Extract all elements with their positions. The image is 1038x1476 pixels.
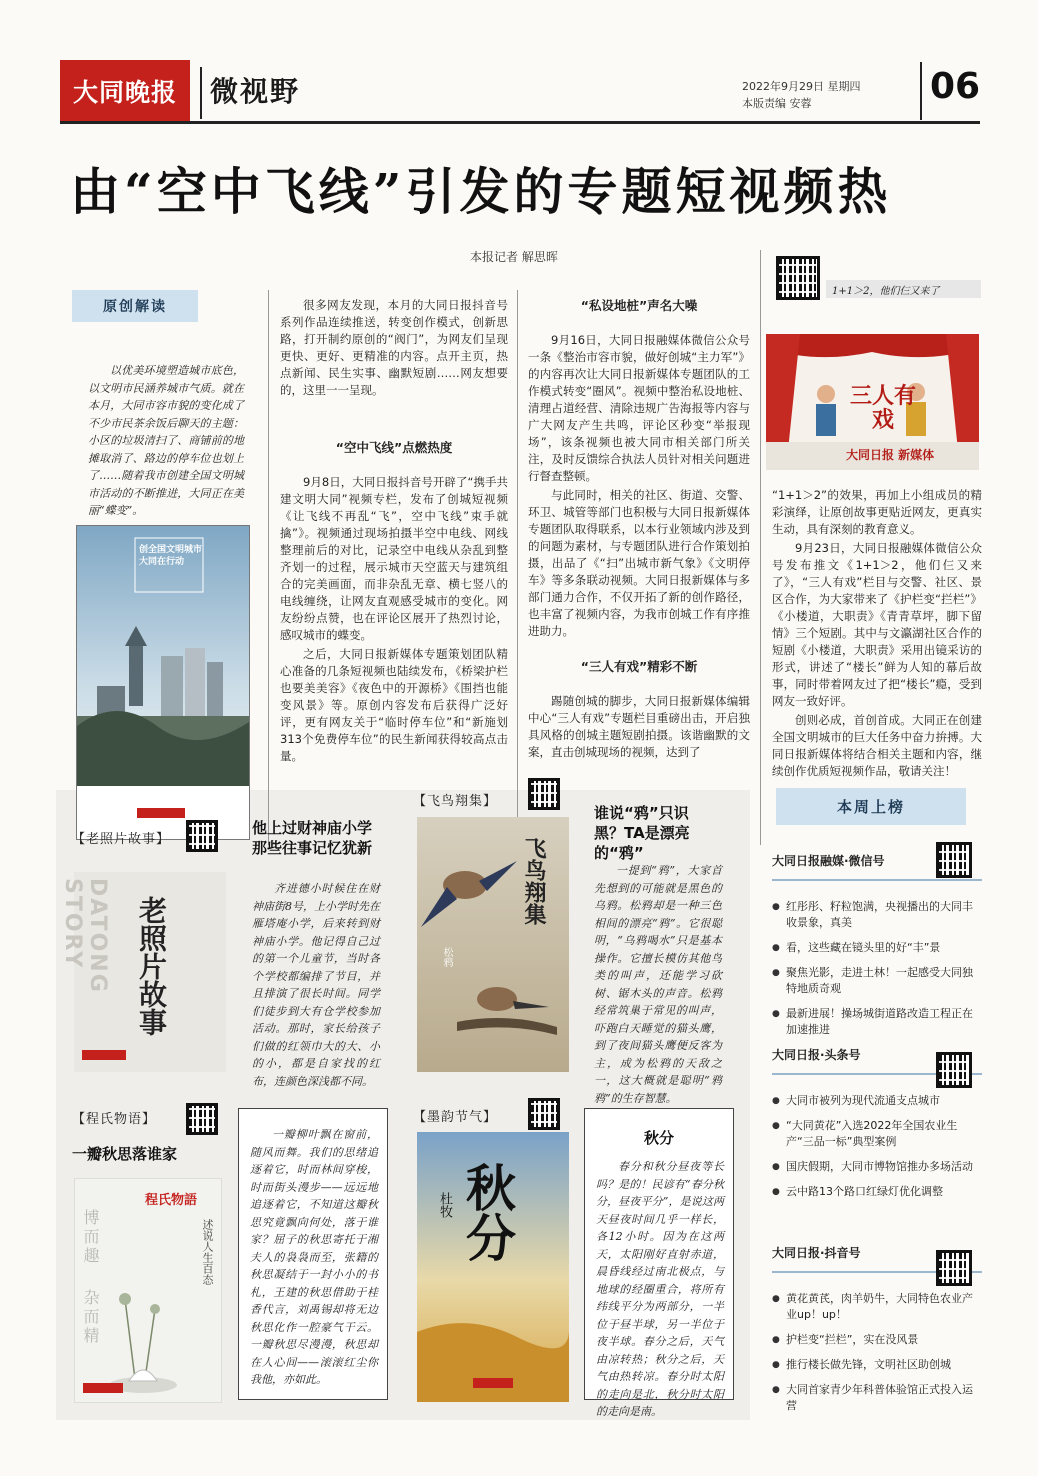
board-group-title: 大同日报融媒·微信号 xyxy=(772,854,885,868)
board-item[interactable]: ● 推行楼长做先锋，文明社区助创城 xyxy=(772,1357,982,1373)
subhead-three-actors: “三人有戏”精彩不断 xyxy=(580,659,698,674)
three-actors-banner xyxy=(766,334,979,470)
civic-poster-art xyxy=(77,526,249,839)
page-editor: 本版责编 安蓉 xyxy=(742,97,812,110)
board-item[interactable]: ● 看，这些藏在镜头里的好“丰”景 xyxy=(772,940,982,956)
paragraph: 齐进德小时候住在财神庙街8号，上小学时先在雁塔庵小学，后来转到财神庙小学。他记得自己过的第一个儿童节，当时各个学校都编排了节目，并且排演了很长时间。同学们徒步到大有仓学校参加活动。那时，家长给孩子们做的红领巾大的大、小的小，都是自家找的红布，连颜色深浅都不同。 xyxy=(252,882,380,1088)
banner-title: 三人有戏 xyxy=(849,383,916,433)
paragraph: 一瓣柳叶飘在窗前，随风而舞。我们的思绪追逐着它，时而林间穿梭，时而街头漫步——远远地追逐着它，不知道这瓣秋思究竟飘向何处，落于谁家？屈子的秋思寄托于湘夫人的袅袅而至，张籍的秋思凝结于一封小小的书札，王建的秋思借助于桂香代言，刘禹锡却将无边秋思化作一腔豪气干云。一瓣秋思尽漫漫，秋思却在人心间——滚滚红尘你我他，亦如此。 xyxy=(250,1128,378,1386)
civic-poster xyxy=(76,525,250,840)
cheng-poster-title: 程氏物語 xyxy=(145,1193,198,1208)
banner-brand: 大同日报 新媒体 xyxy=(846,448,935,462)
article-column-3 xyxy=(528,297,750,763)
weekly-top-header: 本周上榜 xyxy=(776,788,966,825)
birds-title: 谁说“鸦”只识黑？TA是漂亮的“鸦” xyxy=(594,804,690,862)
solar-term-body xyxy=(596,1158,724,1423)
paragraph: 创则必成，首创首成。大同正在创建全国文明城市的巨大任务中奋力拚搏。大同日报新媒体将结合相关主题和内容，继续创作优质短视频作品，敬请关注！ xyxy=(772,713,982,778)
original-interpretation-tag: 原创解读 xyxy=(72,290,198,322)
old-photo-poster-title: 老照片故事 xyxy=(135,896,168,1036)
old-photo-tag: 【老照片故事】 xyxy=(72,832,171,847)
board-rule xyxy=(772,879,982,881)
birds-poster-title: 飞鸟翔集 xyxy=(521,837,547,925)
cheng-poster-left2: 杂而精 xyxy=(81,1289,100,1346)
article-column-2 xyxy=(280,297,508,767)
subhead-flying-wires: “空中飞线”点燃热度 xyxy=(335,440,453,455)
board-item[interactable]: ● 黄花黄芪，肉羊奶牛，大同特色农业产业up！up！ xyxy=(772,1291,982,1323)
paragraph: 9月16日，大同日报融媒体微信公众号一条《整治市容市貌，做好创城“主力军”》的内容再次让大同日报新媒体专题团队的工作模式转变“圈风”。视频中整治私设地桩、清理占道经营、清除违规广告海报等内容与广大网友产生共鸣，评论区秒变“举报现场”，该条视频也被大同市相关部门所关注，及时反馈综合执法人员针对相关问题进行督查整顿。 xyxy=(528,333,750,483)
solar-term-title: 秋分 xyxy=(643,1129,674,1147)
paragraph: 9月8日，大同日报抖音号开辟了“携手共建文明大同”视频专栏，发布了创城短视频《让飞线不再乱“飞”，空中飞线”束手就擒”》。视频通过现场拍摄半空中电线、网线整理前后的对比，记录空中电线从杂乱到整齐划一的过程，展示城市天空蓝天与建筑组合的完美画面，而非杂乱无章、横七竖八的电线缠绕，让网友直观感受城市的变化。网友纷纷点赞，也在评论区展开了热烈讨论，感叹城市的蝶变。 xyxy=(280,475,508,642)
paragraph: “1+1＞2”的效果，再加上小组成员的精彩演绎，让原创故事更贴近网友，更真实生动，具有深刻的教育意义。 xyxy=(772,488,982,536)
column-rule xyxy=(517,290,518,845)
qr-caption: 1+1＞2，他们仨又来了 xyxy=(826,280,981,298)
board-item[interactable]: ● 红彤彤、籽粒饱满，央视播出的大同丰收景象，真美 xyxy=(772,899,982,931)
poster-logo-strip xyxy=(83,1383,123,1393)
autumn-equinox-poster xyxy=(417,1132,569,1402)
civic-poster-caption: 创全国文明城市 大同在行动 xyxy=(139,545,203,567)
board-group-title: 大同日报·头条号 xyxy=(772,1048,861,1062)
birds-poster-species: 松鸦 xyxy=(441,947,452,967)
poster-logo-strip xyxy=(82,1050,126,1060)
article-column-4 xyxy=(772,487,982,782)
paragraph: 与此同时，相关的社区、街道、交警、环卫、城管等部门也积极与大同日报新媒体专题团队取得联系，以本行业领域内涉及到的问题为素材，与专题团队进行合作策划拍摄，出品了《“扫”出城市新气象》《文明停车》等多条联动视频。大同日报新媒体与多部门通力合作，不仅开拓了新的创作路径，也丰富了视频内容，为我市创城工作有序推进助力。 xyxy=(528,488,750,638)
intro-paragraph xyxy=(88,362,244,522)
qr-code-old-photo[interactable] xyxy=(186,820,218,852)
autumn-equinox-poster-poet: 杜牧 xyxy=(437,1192,452,1218)
byline: 本报记者 解思晖 xyxy=(470,250,558,264)
cheng-poster-right: 述说人生百态 xyxy=(201,1219,214,1285)
paragraph: 一提到“鸦”，大家首先想到的可能就是黑色的乌鸦。松鸦却是一种三色相间的漂亮“鸦”。它很聪明，“乌鸦喝水”只是基本操作。它擅长模仿其他鸟类的叫声，还能学习砍树、锯木头的声音。松鸦经常筑巢于常见的叫声，吓跑白天睡觉的猫头鹰，到了夜间猫头鹰便反客为主，成为松鸦的天敌之一，这大概就是聪明“鸦鸦”的生存智慧。 xyxy=(594,864,722,1105)
cheng-body xyxy=(250,1126,378,1391)
birds-body xyxy=(594,862,722,1109)
page-number: 06 xyxy=(930,66,981,107)
board-item[interactable]: ● “大同黄花”入选2022年全国农业生产“三品一标”典型案例 xyxy=(772,1118,982,1150)
column-rule xyxy=(268,290,269,845)
board-item[interactable]: ● 国庆假期，大同市博物馆推办多场活动 xyxy=(772,1159,982,1175)
autumn-equinox-poster-title: 秋分 xyxy=(458,1162,517,1262)
masthead-rule xyxy=(60,121,980,124)
newspaper-logo: 大同晚报 xyxy=(60,60,190,122)
board-item[interactable]: ● 聚焦光影，走进土林！一起感受大同独特地质奇观 xyxy=(772,965,982,997)
cheng-poster xyxy=(74,1178,222,1403)
old-photo-body xyxy=(252,880,380,1092)
old-photo-poster-en: DATONG STORY xyxy=(60,878,110,994)
qr-code-douyin[interactable] xyxy=(936,1250,972,1286)
birds-tag: 【飞鸟翔集】 xyxy=(413,794,498,809)
cheng-poster-left1: 博而趣 xyxy=(81,1209,100,1266)
cheng-title: 一瓣秋思落谁家 xyxy=(72,1145,178,1163)
board-item[interactable]: ● 大同首家青少年科普体验馆正式投入运营 xyxy=(772,1382,982,1414)
intro-text: 以优美环境塑造城市底色，以文明市民涵养城市气质。就在本月，大同市容市貌的变化成了不少市民茶余饭后聊天的主题：小区的垃圾清扫了、商铺前的地摊取消了、路边的停车位也划上了……随着我市创建全国文明城市活动的不断推进，大同正在美丽“蝶变”。 xyxy=(88,364,244,517)
qr-code-solar-term[interactable] xyxy=(528,1098,560,1130)
board-item[interactable]: ● 护栏变“拦栏”，实在没风景 xyxy=(772,1332,982,1348)
board-item[interactable]: ● 最新进展！操场城街道路改造工程正在加速推进 xyxy=(772,1006,982,1038)
old-photo-poster xyxy=(60,872,226,1072)
paragraph: 踢随创城的脚步，大同日报新媒体编辑中心“三人有戏”专题栏目重磅出击，开启独具风格的创城主题短剧拍摄。该谐幽默的文案，直击创城现场的视频，达到了 xyxy=(528,694,750,759)
board-group-title: 大同日报·抖音号 xyxy=(772,1246,861,1260)
qr-code-cheng[interactable] xyxy=(186,1103,218,1135)
paragraph: 之后，大同日报新媒体专题策划团队精心准备的几条短视频也陆续发布，《桥梁护栏也要美美容》《夜色中的开源桥》《围挡也能变风景》等。原创内容发布后获得广泛好评，更有网友关于“临时停车位”和“新施划313个免费停车位”的民生新闻获得较高点击量。 xyxy=(280,647,508,763)
paragraph: 春分和秋分昼夜等长吗？是的！民谚有“春分秋分，昼夜平分”，是说这两天昼夜时间几乎一样长，各12小时。因为在这两天，太阳刚好直射赤道，晨昏线经过南北极点，与地球的经圈重合，将所有纬线平分为两部分，一半位于昼半球，另一半位于夜半球。春分之后，天气由凉转热；秋分之后，天气由热转凉。春分时太阳的走向是北，秋分时太阳的走向是南。 xyxy=(596,1160,724,1418)
birds-poster xyxy=(417,817,569,1072)
page-number-divider xyxy=(920,62,922,120)
subhead-private-piles: “私设地桩”声名大噪 xyxy=(580,298,698,313)
section-name: 微视野 xyxy=(210,75,301,108)
board-item[interactable]: ● 大同市被列为现代流通支点城市 xyxy=(772,1093,982,1109)
old-photo-title: 他上过财神庙小学 那些往事记忆犹新 xyxy=(252,819,373,857)
qr-code-birds[interactable] xyxy=(528,778,560,810)
qr-code-wechat[interactable] xyxy=(936,842,972,878)
qr-code-three-actors[interactable] xyxy=(776,256,820,300)
column-rule xyxy=(760,250,761,845)
paragraph: 很多网友发现，本月的大同日报抖音号系列作品连续推送，转变创作模式，创新思路，打开制约原创的“阀门”，为网友们呈现更快、更好、更精准的内容。点开主页，热点新闻、民生实事、幽默短剧……网友想要的，这里一一呈现。 xyxy=(280,298,508,397)
cheng-tag: 【程氏物语】 xyxy=(72,1112,157,1127)
masthead-divider xyxy=(200,67,202,119)
main-headline: 由“空中飞线”引发的专题短视频热 xyxy=(70,162,892,221)
qr-code-toutiao[interactable] xyxy=(936,1052,972,1088)
solar-term-tag: 【墨韵节气】 xyxy=(413,1110,498,1125)
issue-date: 2022年9月29日 星期四 xyxy=(742,80,861,93)
board-item[interactable]: ● 云中路13个路口红绿灯优化调整 xyxy=(772,1184,982,1200)
paragraph: 9月23日，大同日报融媒体微信公众号发布推文《1+1＞2，他们仨又来了》，“三人有戏”栏目与交警、社区、景区合作，为大家带来了《护栏变“拦栏”》《小楼道，大职责》《青青草坪，脚下留情》三个短剧。其中与文瀛湖社区合作的短剧《小楼道，大职责》采用出镜采访的形式，讲述了“楼长”鲜为人知的幕后故事，同时带着网友过了把“楼长”瘾，受到网友一致好评。 xyxy=(772,541,982,708)
